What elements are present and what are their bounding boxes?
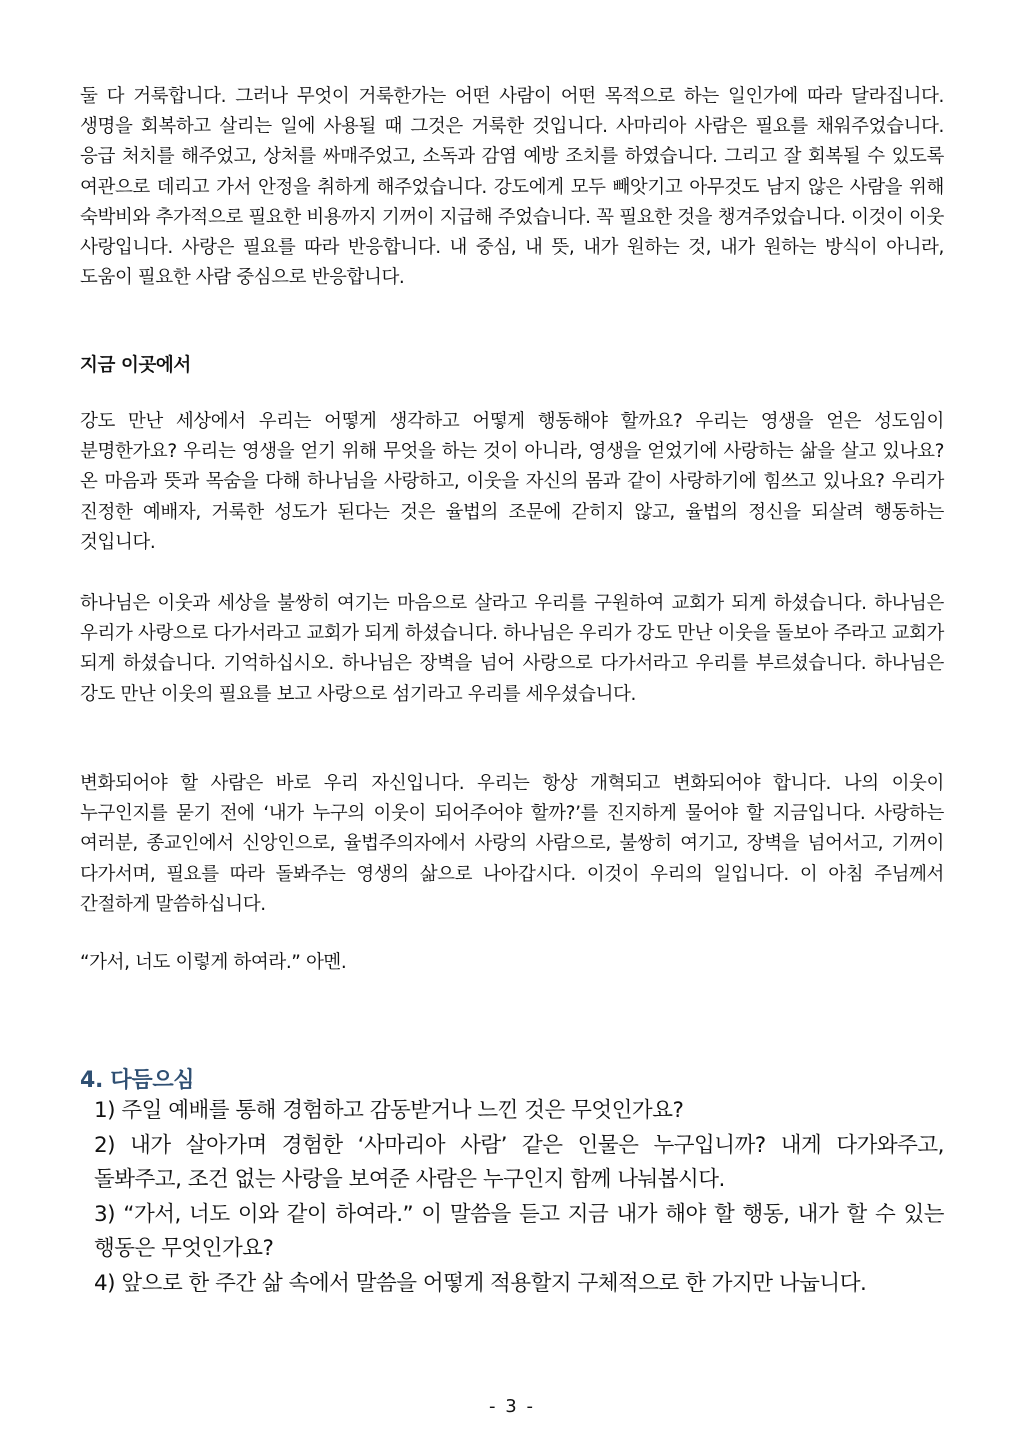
question-item: 2) 내가 살아가며 경험한 ‘사마리아 사람’ 같은 인물은 누구입니까? 내게 다가와주고, 돌봐주고, 조건 없는 사랑을 보여준 사람은 누구인지 함께 나눠봅시다. <box>94 1132 944 1192</box>
intro-paragraph: 둘 다 거룩합니다. 그러나 무엇이 거룩한가는 어떤 사람이 어떤 목적으로 하는 일인가에 따라 달라집니다. 생명을 회복하고 살리는 일에 사용될 때 그것은 거룩한 것입니다. 사마리아 사람은 필요를 채워주었습니다. 응급 처치를 해주었고, 상처를 싸매주었고, 소독과 감염 예방 조치를 하였습니다. 그리고 잘 회복될 수 있도록 여관으로 데리고 가서 안정을 취하게 해주었습니다. 강도에게 모두 빼앗기고 아무것도 남지 않은 사람을 위해 숙박비와 추가적으로 필요한 비용까지 기꺼이 지급해 주었습니다. 꼭 필요한 것을 챙겨주었습니다. 이것이 이웃 사랑입니다. 사랑은 필요를 따라 반응합니다. 내 중심, 내 뜻, 내가 원하는 것, 내가 원하는 방식이 아니라, 도움이 필요한 사람 중심으로 반응합니다. <box>80 86 944 289</box>
section-heading-resolve: 4. 다듬으심 <box>80 1068 195 1093</box>
page-number: - 3 - <box>489 1396 535 1417</box>
body-paragraph: 변화되어야 할 사람은 바로 우리 자신입니다. 우리는 항상 개혁되고 변화되어야 합니다. 나의 이웃이 누구인지를 묻기 전에 ‘내가 누구의 이웃이 되어주어야 할까?’를 진지하게 물어야 할 지금입니다. 사랑하는 여러분, 종교인에서 신앙인으로, 율법주의자에서 사랑의 사람으로, 불쌍히 여기고, 장벽을 넘어서고, 기꺼이 다가서며, 필요를 따라 돌봐주는 영생의 삶으로 나아갑시다. 이것이 우리의 일입니다. 이 아침 주님께서 간절하게 말씀하십니다. <box>80 773 944 915</box>
question-item: 4) 앞으로 한 주간 삶 속에서 말씀을 어떻게 적용할지 구체적으로 한 가지만 나눕니다. <box>94 1270 867 1296</box>
question-list <box>94 1094 944 1301</box>
section-heading-here-now: 지금 이곳에서 <box>80 355 191 376</box>
question-item: 1) 주일 예배를 통해 경험하고 감동받거나 느낀 것은 무엇인가요? <box>94 1098 684 1123</box>
body-paragraph: 하나님은 이웃과 세상을 불쌍히 여기는 마음으로 살라고 우리를 구원하여 교회가 되게 하셨습니다. 하나님은 우리가 사랑으로 다가서라고 교회가 되게 하셨습니다. 하나님은 우리가 강도 만난 이웃을 돌보아 주라고 교회가 되게 하셨습니다. 기억하십시오. 하나님은 장벽을 넘어 사랑으로 다가서라고 우리를 부르셨습니다. 하나님은 강도 만난 이웃의 필요를 보고 사랑으로 섬기라고 우리를 세우셨습니다. <box>80 593 944 705</box>
question-item: 3) “가서, 너도 이와 같이 하여라.” 이 말씀을 듣고 지금 내가 해야 할 행동, 내가 할 수 있는 행동은 무엇인가요? <box>94 1201 944 1261</box>
document-page <box>80 0 944 1455</box>
body-paragraph: 강도 만난 세상에서 우리는 어떻게 생각하고 어떻게 행동해야 할까요? 우리는 영생을 얻은 성도임이 분명한가요? 우리는 영생을 얻기 위해 무엇을 하는 것이 아니라, 영생을 얻었기에 사랑하는 삶을 살고 있나요? 온 마음과 뜻과 목숨을 다해 하나님을 사랑하고, 이웃을 자신의 몸과 같이 사랑하기에 힘쓰고 있나요? 우리가 진정한 예배자, 거룩한 성도가 된다는 것은 율법의 조문에 갇히지 않고, 율법의 정신을 되살려 행동하는 것입니다. <box>80 411 944 553</box>
closing-line: “가서, 너도 이렇게 하여라.” 아멘. <box>80 952 347 973</box>
